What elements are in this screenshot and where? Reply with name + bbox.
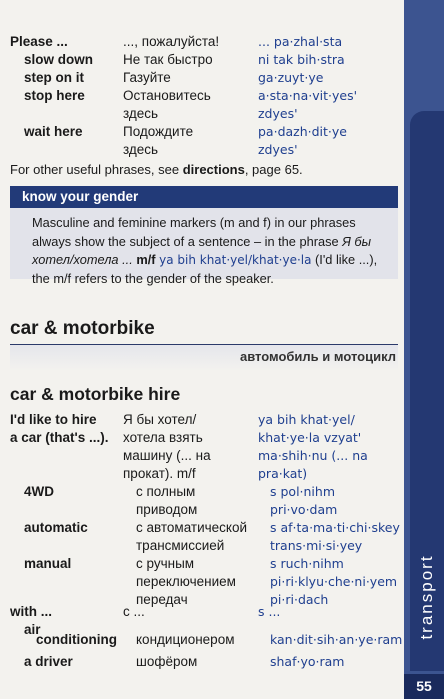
english-phrase: a driver bbox=[24, 654, 73, 669]
phrase-row bbox=[0, 602, 400, 622]
phrase-row bbox=[0, 428, 400, 448]
russian-phrase: здесь bbox=[123, 106, 159, 121]
note-text: For other useful phrases, see bbox=[10, 162, 183, 177]
tip-text: always show the subject of a sentence – in the phrase bbox=[32, 233, 343, 249]
russian-phrase: Газуйте bbox=[123, 70, 171, 85]
phonetic-phrase: ... pa·zhal·sta bbox=[258, 34, 343, 49]
english-phrase: automatic bbox=[24, 520, 88, 535]
phonetic-phrase: ni tak bih·stra bbox=[258, 52, 345, 67]
phrase-row bbox=[0, 32, 400, 52]
english-phrase: manual bbox=[24, 556, 72, 571]
russian-phrase: приводом bbox=[136, 502, 198, 517]
phonetic-phrase: ma·shih·nu (... na bbox=[258, 448, 368, 463]
page-number: 55 bbox=[404, 674, 444, 699]
phonetic-phrase: trans·mi·si·yey bbox=[270, 538, 363, 553]
phonetic-phrase: kan·dit·sih·an·ye·ram bbox=[270, 632, 403, 647]
phrase-row bbox=[0, 518, 400, 538]
russian-phrase: хотела взять bbox=[123, 430, 203, 445]
phonetic-phrase: pra·kat) bbox=[258, 466, 308, 481]
subsection-title: car & motorbike hire bbox=[10, 384, 181, 404]
phrase-row bbox=[0, 104, 400, 124]
tip-marker: m/f bbox=[136, 252, 160, 268]
phrase-row bbox=[0, 140, 400, 160]
tip-russian: хотел/хотела ... bbox=[32, 252, 137, 268]
phonetic-phrase: pa·dazh·dit·ye bbox=[258, 124, 347, 139]
directions-link: directions bbox=[182, 162, 245, 177]
phonetic-phrase: s ruch·nihm bbox=[270, 556, 344, 571]
phonetic-phrase: zdyes' bbox=[258, 142, 298, 157]
phonetic-phrase: s pol·nihm bbox=[270, 484, 336, 499]
russian-phrase: с ... bbox=[123, 604, 145, 619]
gender-tip-title: know your gender bbox=[10, 186, 398, 208]
phrase-row bbox=[0, 86, 400, 106]
other-phrases-note bbox=[10, 161, 303, 180]
russian-phrase: с автоматической bbox=[136, 520, 248, 535]
phonetic-phrase: shaf·yo·ram bbox=[270, 654, 345, 669]
english-phrase: stop here bbox=[24, 88, 85, 103]
russian-phrase: Подождите bbox=[123, 124, 194, 139]
phrase-row bbox=[0, 50, 400, 70]
russian-phrase: Остановитесь bbox=[123, 88, 211, 103]
english-phrase: with ... bbox=[10, 604, 52, 619]
english-phrase: slow down bbox=[24, 52, 93, 67]
phrase-row bbox=[0, 446, 400, 466]
english-phrase: 4WD bbox=[24, 484, 54, 499]
phrase-row bbox=[0, 482, 400, 502]
russian-phrase: переключением bbox=[136, 574, 236, 589]
phonetic-phrase: ya bih khat·yel/ bbox=[258, 412, 355, 427]
tip-russian: Я бы bbox=[342, 233, 372, 249]
tip-line-3 bbox=[32, 251, 394, 270]
phrase-row bbox=[0, 122, 400, 142]
phrase-row bbox=[0, 410, 400, 430]
tip-phonetic: ya bih khat·yel/khat·ye·la bbox=[159, 253, 312, 268]
gender-tip-box bbox=[10, 186, 398, 286]
english-phrase: conditioning bbox=[36, 632, 117, 647]
english-phrase: I'd like to hire bbox=[10, 412, 97, 427]
english-phrase: Please ... bbox=[10, 34, 68, 49]
phonetic-phrase: khat·ye·la vzyat' bbox=[258, 430, 362, 445]
russian-phrase: Я бы хотел/ bbox=[123, 412, 197, 427]
russian-phrase: с ручным bbox=[136, 556, 195, 571]
gender-tip-text bbox=[32, 214, 394, 288]
russian-phrase: передач bbox=[136, 592, 188, 607]
tip-line-2 bbox=[32, 233, 394, 252]
tip-line-4: the m/f refers to the gender of the speaker. bbox=[32, 270, 274, 286]
english-phrase: wait here bbox=[24, 124, 83, 139]
tip-text: (I'd like ...), bbox=[311, 252, 378, 268]
phrase-row bbox=[0, 630, 403, 650]
russian-phrase: трансмиссией bbox=[136, 538, 225, 553]
russian-phrase: кондиционером bbox=[136, 632, 235, 647]
phonetic-phrase: ga·zuyt·ye bbox=[258, 70, 324, 85]
phrase-row bbox=[0, 464, 400, 484]
phonetic-phrase: pi·ri·klyu·che·ni·yem bbox=[270, 574, 398, 589]
russian-phrase: Не так быстро bbox=[123, 52, 213, 67]
russian-phrase: с полным bbox=[136, 484, 196, 499]
phonetic-phrase: zdyes' bbox=[258, 106, 298, 121]
phonetic-phrase: a·sta·na·vit·yes' bbox=[258, 88, 358, 103]
phonetic-phrase: pri·vo·dam bbox=[270, 502, 338, 517]
phrase-row bbox=[0, 572, 400, 592]
phonetic-phrase: pi·ri·dach bbox=[270, 592, 329, 607]
phrase-row bbox=[0, 554, 400, 574]
phrase-row bbox=[0, 652, 400, 672]
russian-phrase: шофёром bbox=[136, 654, 198, 669]
russian-phrase: ..., пожалуйста! bbox=[123, 34, 220, 49]
tip-line-1: Masculine and feminine markers (m and f) in our phrases bbox=[32, 215, 356, 230]
phrase-row bbox=[0, 536, 400, 556]
english-phrase: air bbox=[24, 622, 41, 637]
section-title-russian: автомобиль и мотоцикл bbox=[240, 349, 396, 364]
english-phrase: step on it bbox=[24, 70, 84, 85]
russian-phrase: здесь bbox=[123, 142, 159, 157]
english-phrase: a car (that's ...). bbox=[10, 430, 109, 445]
section-title: car & motorbike bbox=[10, 318, 155, 339]
phrase-row bbox=[0, 68, 400, 88]
russian-phrase: машину (... на bbox=[123, 448, 211, 463]
phonetic-phrase: s ... bbox=[258, 604, 281, 619]
phrase-row bbox=[0, 500, 400, 520]
russian-phrase: прокат). m/f bbox=[123, 466, 196, 481]
side-tab-label: transport bbox=[417, 554, 436, 640]
phonetic-phrase: s af·ta·ma·ti·chi·skey bbox=[270, 520, 400, 535]
note-text-end: , page 65. bbox=[244, 162, 303, 177]
